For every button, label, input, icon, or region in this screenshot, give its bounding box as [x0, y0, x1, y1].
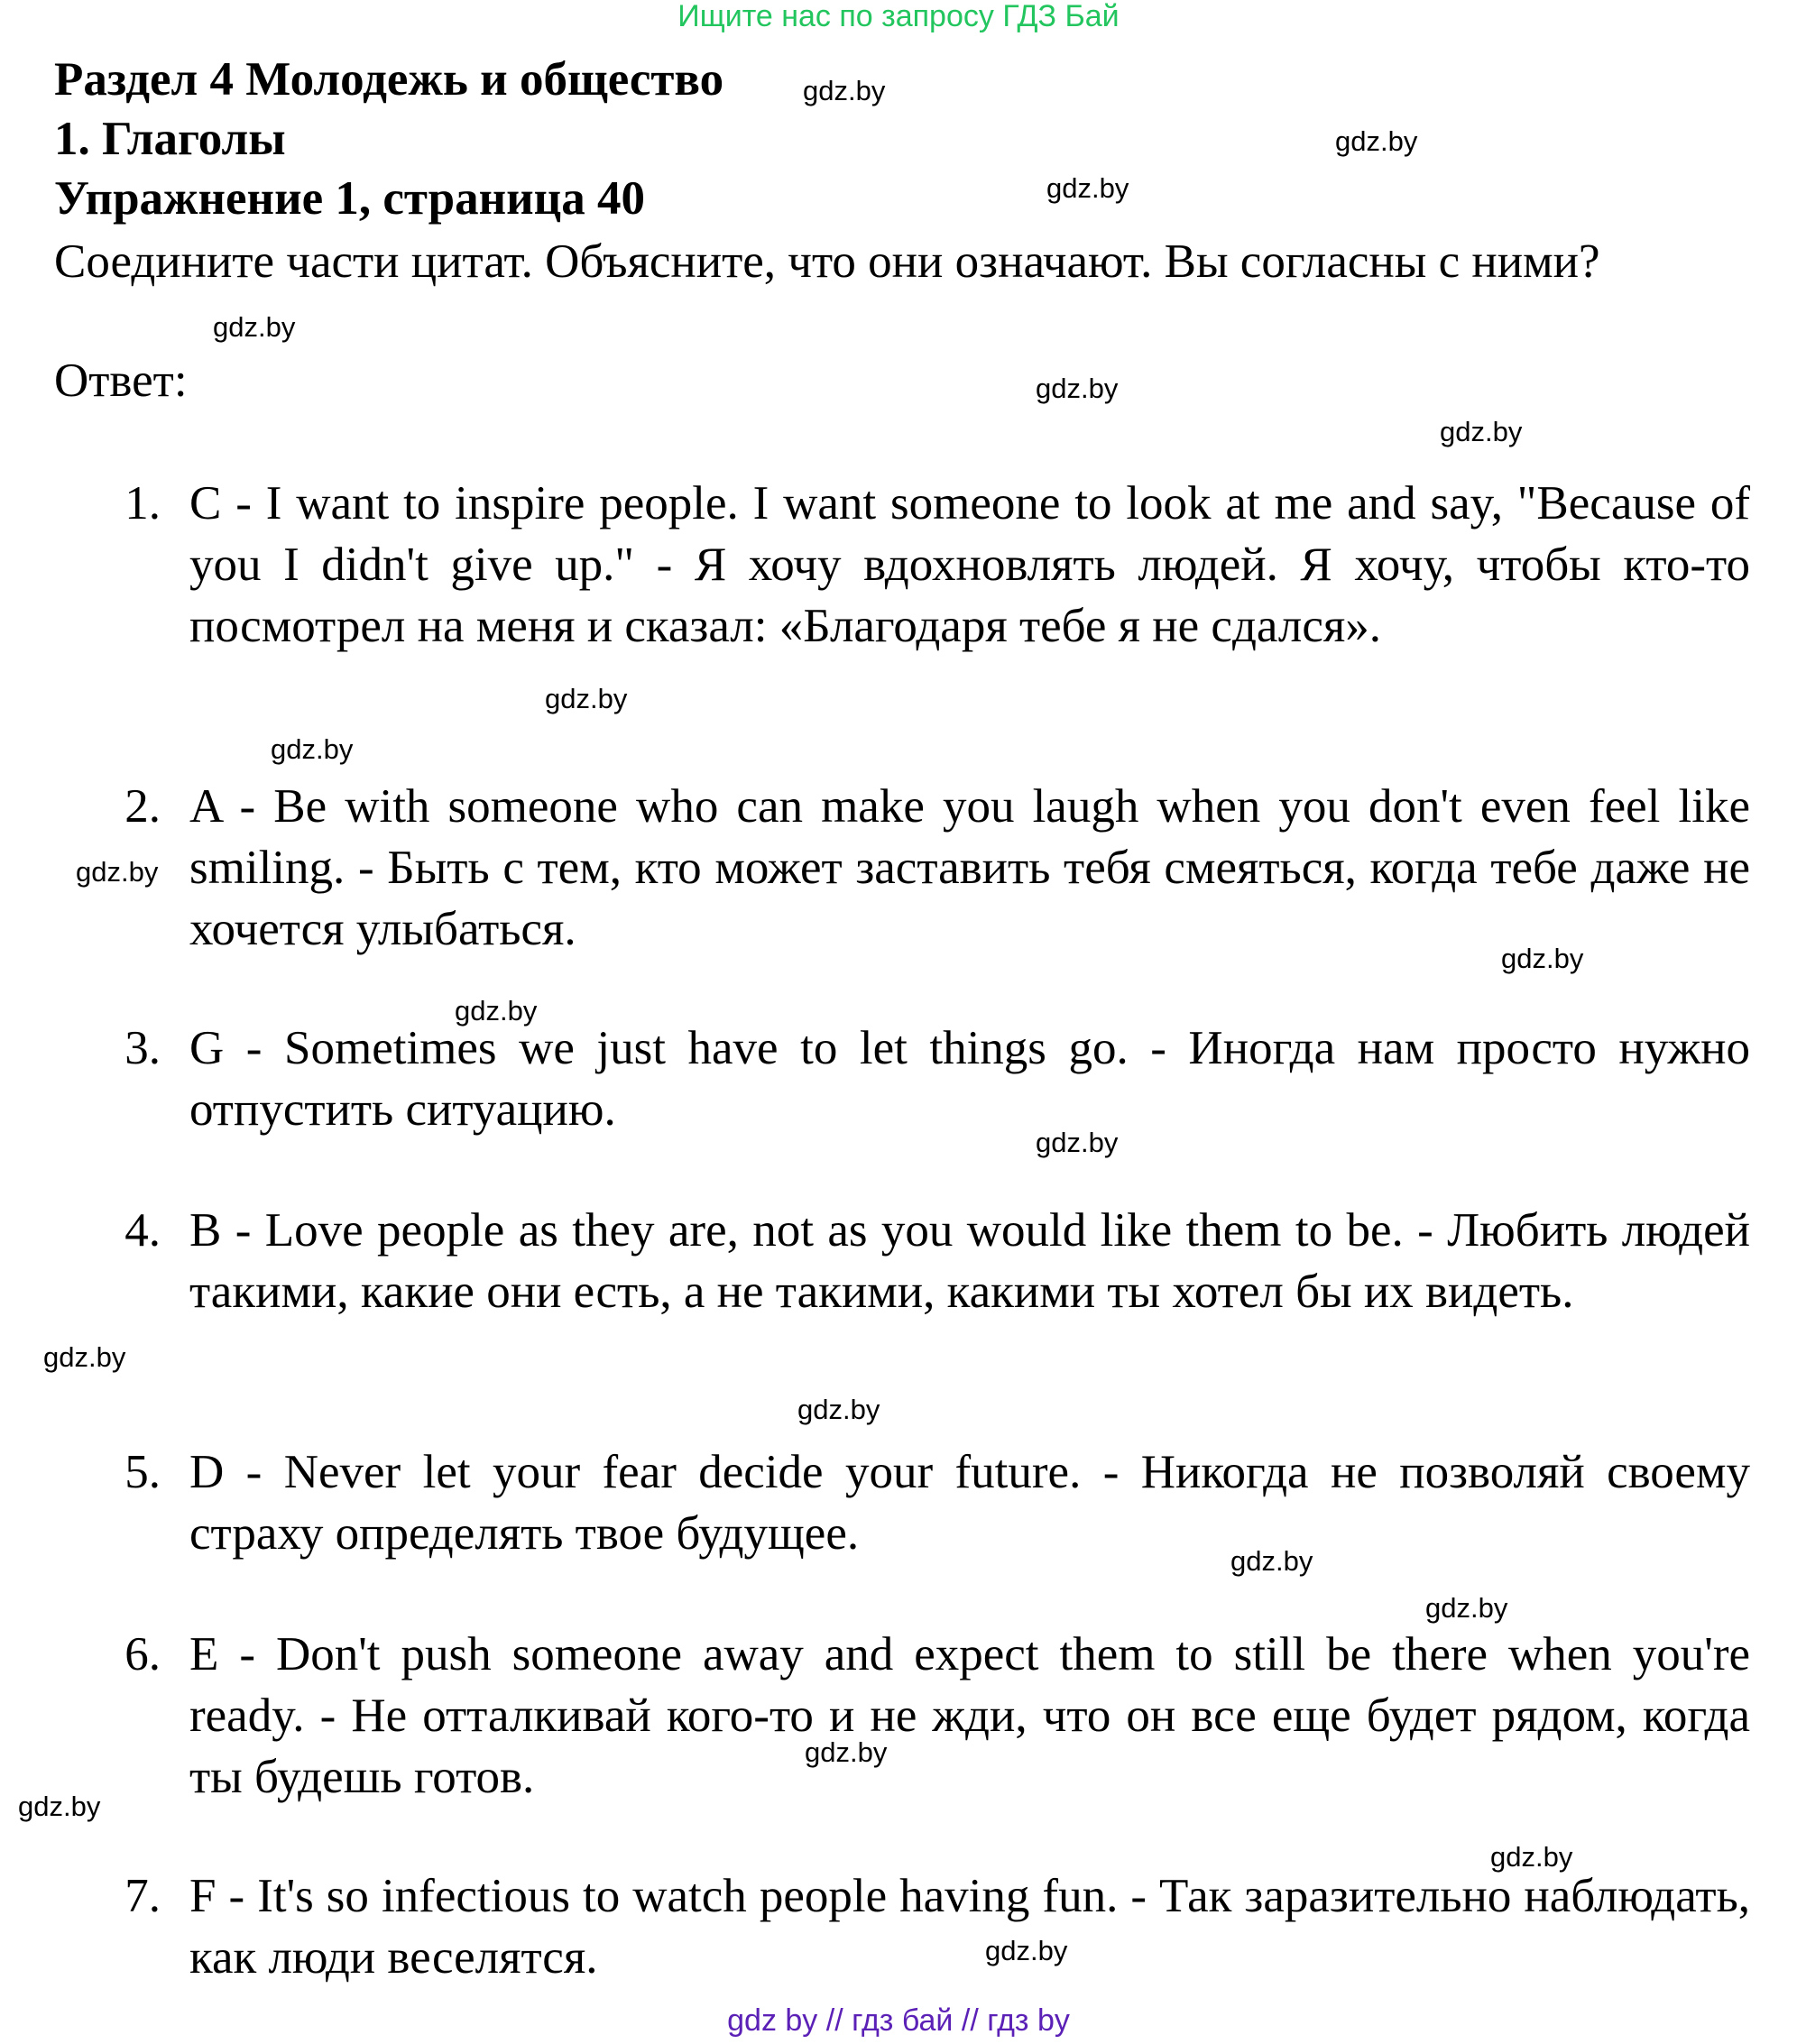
- watermark: gdz.by: [18, 1791, 101, 1822]
- watermark: gdz.by: [1440, 416, 1523, 447]
- top-banner: Ищите нас по запросу ГДЗ Бай: [677, 0, 1120, 33]
- topic-title: 1. Глаголы: [54, 113, 286, 165]
- watermark: gdz.by: [545, 683, 628, 714]
- exercise-title: Упражнение 1, страница 40: [54, 172, 645, 225]
- item-text: E - Don't push someone away and expect them to still be there when you're ready. - Не отталкивай кого-то и не жди, что он все еще будет рядом, когда ты будешь готов.: [189, 1628, 1750, 1803]
- watermark: gdz.by: [805, 1736, 888, 1768]
- item-number: 3.: [124, 1022, 161, 1074]
- watermark: gdz.by: [1335, 125, 1418, 157]
- watermark: gdz.by: [76, 856, 159, 888]
- watermark: gdz.by: [271, 733, 354, 765]
- item-number: 7.: [124, 1870, 161, 1922]
- footer-links: gdz by // гдз бай // гдз by: [727, 2003, 1070, 2038]
- item-number: 2.: [124, 780, 161, 833]
- watermark: gdz.by: [1501, 943, 1584, 974]
- item-text: D - Never let your fear decide your future. - Никогда не позволяй своему страху определять твое будущее.: [189, 1446, 1750, 1560]
- section-title: Раздел 4 Молодежь и общество: [54, 53, 724, 106]
- watermark: gdz.by: [1036, 1127, 1119, 1158]
- item-number: 6.: [124, 1628, 161, 1680]
- item-text: A - Be with someone who can make you laugh when you don't even feel like smiling. - Быть с тем, кто может заставить тебя смеяться, когда тебе даже не хочется улыбаться.: [189, 780, 1750, 955]
- watermark: gdz.by: [1046, 172, 1129, 204]
- item-text: C - I want to inspire people. I want someone to look at me and say, "Because of you I didn't give up." - Я хочу вдохновлять людей. Я хочу, чтобы кто-то посмотрел на меня и сказал: «Благодаря тебе я не сдался».: [189, 477, 1750, 652]
- watermark: gdz.by: [455, 995, 538, 1027]
- item-number: 4.: [124, 1204, 161, 1257]
- answer-label: Ответ:: [54, 354, 188, 407]
- watermark: gdz.by: [985, 1935, 1068, 1966]
- watermark: gdz.by: [1425, 1592, 1508, 1624]
- watermark: gdz.by: [797, 1394, 880, 1425]
- watermark: gdz.by: [1230, 1545, 1313, 1577]
- item-text: F - It's so infectious to watch people having fun. - Так заразительно наблюдать, как люди веселятся.: [189, 1870, 1750, 1984]
- watermark: gdz.by: [1036, 373, 1119, 404]
- item-text: G - Sometimes we just have to let things go. - Иногда нам просто нужно отпустить ситуацию.: [189, 1022, 1750, 1136]
- item-number: 1.: [124, 477, 161, 529]
- watermark: gdz.by: [213, 311, 296, 343]
- item-number: 5.: [124, 1446, 161, 1498]
- item-text: B - Love people as they are, not as you would like them to be. - Любить людей такими, какие они есть, а не такими, какими ты хотел бы их видеть.: [189, 1204, 1750, 1318]
- watermark: gdz.by: [1490, 1841, 1573, 1873]
- task-text: Соедините части цитат. Объясните, что они означают. Вы согласны с ними?: [54, 235, 1600, 288]
- watermark: gdz.by: [43, 1341, 126, 1373]
- watermark: gdz.by: [803, 75, 886, 106]
